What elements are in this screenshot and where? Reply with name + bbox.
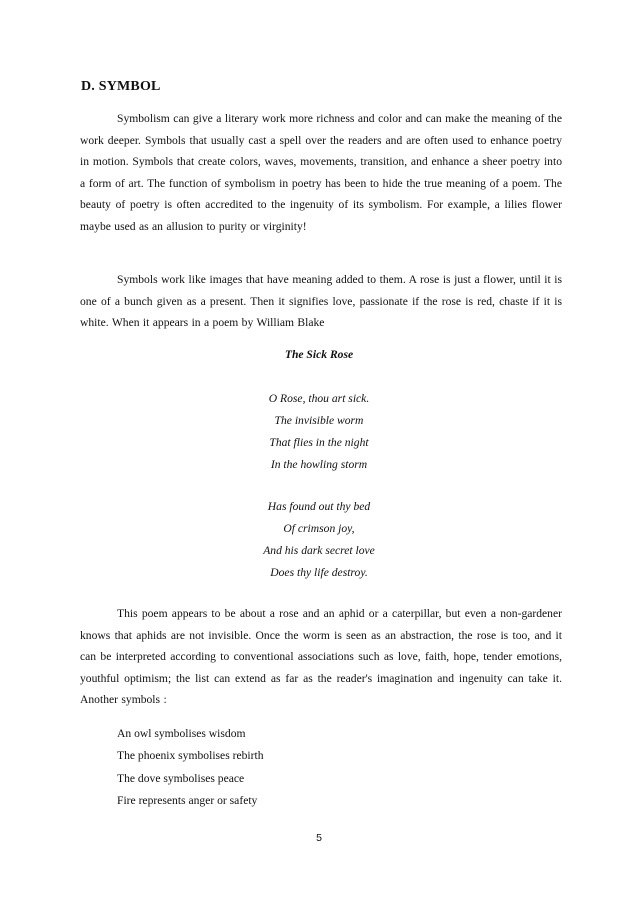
- poem-line: O Rose, thou art sick.: [268, 392, 370, 405]
- list-item: Fire represents anger or safety: [117, 793, 258, 807]
- paragraph-symbols-images: Symbols work like images that have meaning added to them. A rose is just a flower, until it is one of a bunch given as a present. Then it signifies love, passionate if the rose is red, chaste if it is white. When it appears in a poem by William Blake: [80, 273, 562, 330]
- page-number: 5: [316, 832, 322, 844]
- poem-line: Of crimson joy,: [283, 522, 355, 535]
- list-item: The dove symbolises peace: [117, 771, 245, 785]
- poem-title: The Sick Rose: [284, 348, 354, 361]
- paragraph-poem-analysis: This poem appears to be about a rose and an aphid or a caterpillar, but even a non-gardener knows that aphids are not invisible. Once the worm is seen as an abstraction, the rose is too, and it can be interpreted according to conventional associations such as love, faith, hope, tender emotions, youthful optimism; the list can extend as far as the reader's imagination and ingenuity can take it. Another symbols :: [80, 607, 562, 707]
- section-heading: D. SYMBOL: [81, 79, 161, 94]
- poem-line: In the howling storm: [270, 458, 368, 471]
- poem-line: Has found out thy bed: [267, 500, 371, 513]
- list-item: An owl symbolises wisdom: [117, 727, 246, 740]
- symbols-list: [117, 723, 264, 812]
- list-item: The phoenix symbolises rebirth: [117, 749, 264, 763]
- poem-line: The invisible worm: [274, 414, 364, 427]
- poem-line: Does thy life destroy.: [270, 566, 368, 579]
- poem-block: [0, 344, 638, 584]
- poem-stanza: [0, 388, 638, 476]
- poem-line: That flies in the night: [269, 436, 369, 449]
- paragraph-symbolism-intro: Symbolism can give a literary work more richness and color and can make the meaning of the work deeper. Symbols that usually cast a spell over the readers and are often used to enhance poetry in motion. Symbols that create colors, waves, movements, transition, and enhance a sheer poetry into a form of art. The function of symbolism in poetry has been to hide the true meaning of a poem. The beauty of poetry is often accredited to the ingenuity of its symbolism. For example, a lilies flower maybe used as an allusion to purity or virginity!: [80, 112, 562, 233]
- poem-stanza: [0, 496, 638, 584]
- poem-line: And his dark secret love: [263, 544, 375, 557]
